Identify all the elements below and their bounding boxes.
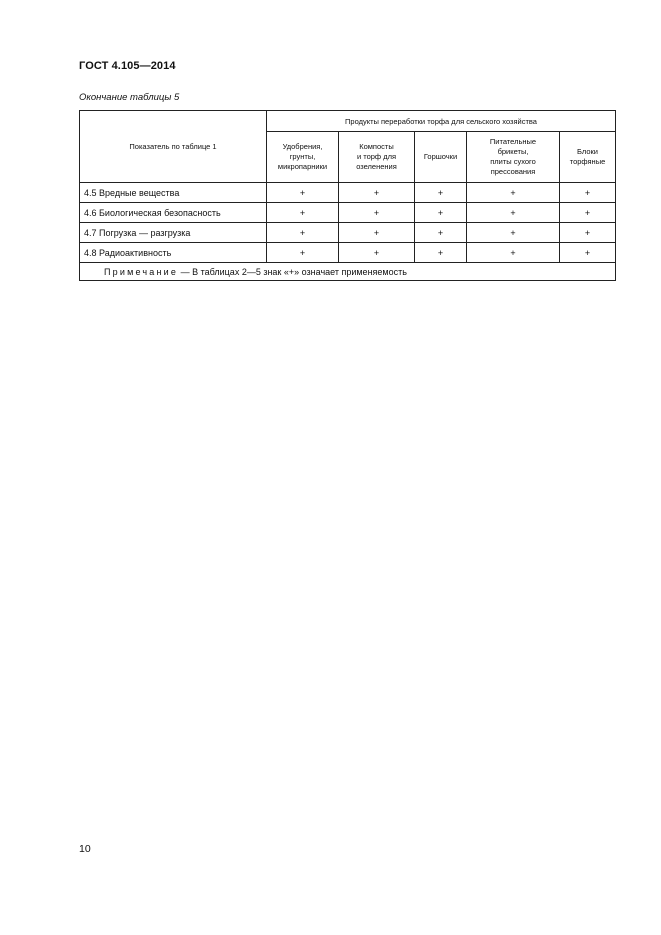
table-cell: + [467, 183, 560, 203]
table-row [80, 183, 616, 203]
table-caption: Окончание таблицы 5 [79, 92, 180, 103]
table-header-row [80, 111, 616, 132]
column-header-pots: Горшочки [415, 132, 467, 183]
table-cell: + [339, 183, 415, 203]
table-cell: + [467, 223, 560, 243]
table-note-row [80, 263, 616, 281]
table-cell: + [415, 223, 467, 243]
row-label: 4.8 Радиоактивность [80, 243, 267, 263]
table-cell: + [467, 243, 560, 263]
column-header-briquettes: Питательные брикеты, плиты сухого прессования [467, 132, 560, 183]
note-text: — В таблицах 2—5 знак «+» означает применяемость [178, 266, 407, 277]
table-cell: + [267, 223, 339, 243]
document-code: ГОСТ 4.105—2014 [79, 60, 176, 72]
table-cell: + [267, 243, 339, 263]
page-number: 10 [79, 843, 91, 855]
table-cell: + [560, 223, 616, 243]
table-cell: + [339, 203, 415, 223]
table-cell: + [415, 243, 467, 263]
table-cell: + [467, 203, 560, 223]
table-cell: + [267, 203, 339, 223]
table-cell: + [267, 183, 339, 203]
table-cell: + [560, 183, 616, 203]
row-label: 4.7 Погрузка — разгрузка [80, 223, 267, 243]
note-label: Примечание [104, 266, 179, 277]
column-header-fertilizers: Удобрения, грунты, микропарники [267, 132, 339, 183]
table-cell: + [560, 203, 616, 223]
column-header-composts: Компосты и торф для озеленения [339, 132, 415, 183]
table-cell: + [339, 223, 415, 243]
row-label: 4.5 Вредные вещества [80, 183, 267, 203]
table-cell: + [560, 243, 616, 263]
table-note [80, 263, 616, 281]
column-header-peat-blocks: Блоки торфяные [560, 132, 616, 183]
table-row [80, 243, 616, 263]
group-column-header: Продукты переработки торфа для сельского хозяйства [267, 111, 616, 132]
table-cell: + [415, 183, 467, 203]
indicator-column-header: Показатель по таблице 1 [80, 111, 267, 183]
table-row [80, 203, 616, 223]
table-row [80, 223, 616, 243]
row-label: 4.6 Биологическая безопасность [80, 203, 267, 223]
properties-table [79, 110, 616, 281]
table-cell: + [339, 243, 415, 263]
table-cell: + [415, 203, 467, 223]
